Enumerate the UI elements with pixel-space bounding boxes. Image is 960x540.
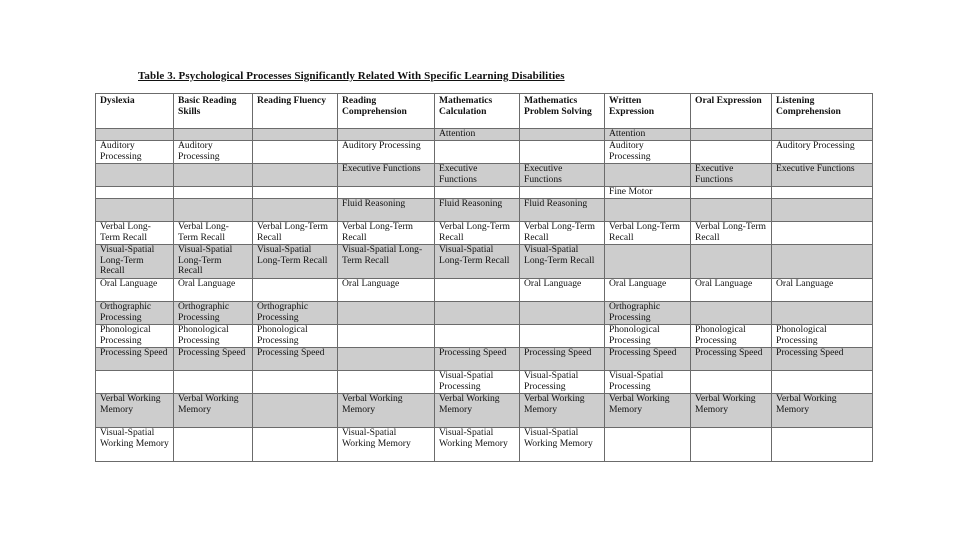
table-cell xyxy=(338,129,435,141)
table-row xyxy=(96,428,873,462)
table-cell xyxy=(772,302,873,325)
table-cell: Orthographic Processing xyxy=(605,302,691,325)
table-cell xyxy=(253,199,338,222)
table-cell: Verbal Working Memory xyxy=(435,394,520,428)
table-cell: Phonological Processing xyxy=(96,325,174,348)
table-cell xyxy=(772,428,873,462)
processes-table xyxy=(95,93,873,462)
table-cell: Processing Speed xyxy=(253,348,338,371)
table-cell xyxy=(174,371,253,394)
table-cell: Visual-Spatial Long-Term Recall xyxy=(435,245,520,279)
table-cell xyxy=(772,371,873,394)
table-cell xyxy=(338,348,435,371)
table-cell: Verbal Working Memory xyxy=(772,394,873,428)
table-cell: Auditory Processing xyxy=(96,141,174,164)
table-body xyxy=(96,129,873,462)
table-cell: Auditory Processing xyxy=(772,141,873,164)
table-cell xyxy=(253,164,338,187)
table-cell xyxy=(520,325,605,348)
table-cell xyxy=(338,302,435,325)
table-cell: Phonological Processing xyxy=(253,325,338,348)
table-cell: Oral Language xyxy=(338,279,435,302)
column-header: Listening Comprehension xyxy=(772,94,873,129)
table-cell: Verbal Working Memory xyxy=(605,394,691,428)
table-cell xyxy=(605,164,691,187)
column-header: Oral Expression xyxy=(691,94,772,129)
table-cell: Executive Functions xyxy=(435,164,520,187)
table-cell: Verbal Working Memory xyxy=(520,394,605,428)
table-cell: Oral Language xyxy=(772,279,873,302)
table-cell xyxy=(338,187,435,199)
table-cell: Processing Speed xyxy=(435,348,520,371)
table-cell xyxy=(605,245,691,279)
table-cell xyxy=(520,187,605,199)
table-cell xyxy=(253,371,338,394)
table-cell: Verbal Long-Term Recall xyxy=(691,222,772,245)
table-cell: Verbal Long-Term Recall xyxy=(605,222,691,245)
table-row xyxy=(96,164,873,187)
table-cell xyxy=(691,428,772,462)
table-cell: Visual-Spatial Long-Term Recall xyxy=(96,245,174,279)
table-cell xyxy=(253,141,338,164)
table-cell: Processing Speed xyxy=(96,348,174,371)
table-cell xyxy=(772,245,873,279)
column-header: Reading Comprehension xyxy=(338,94,435,129)
table-cell xyxy=(338,325,435,348)
table-cell: Executive Functions xyxy=(772,164,873,187)
table-cell xyxy=(435,187,520,199)
column-header: Dyslexia xyxy=(96,94,174,129)
table-cell: Oral Language xyxy=(520,279,605,302)
table-cell: Auditory Processing xyxy=(174,141,253,164)
table-cell: Processing Speed xyxy=(605,348,691,371)
table-cell: Processing Speed xyxy=(520,348,605,371)
table-cell: Visual-Spatial Long-Term Recall xyxy=(520,245,605,279)
table-cell: Orthographic Processing xyxy=(174,302,253,325)
table-cell: Phonological Processing xyxy=(691,325,772,348)
table-cell: Oral Language xyxy=(605,279,691,302)
column-header: Written Expression xyxy=(605,94,691,129)
table-cell xyxy=(253,394,338,428)
table-cell xyxy=(435,325,520,348)
table-row xyxy=(96,394,873,428)
table-cell: Visual-Spatial Processing xyxy=(520,371,605,394)
table-cell: Auditory Processing xyxy=(338,141,435,164)
table-cell xyxy=(772,129,873,141)
table-cell: Visual-Spatial Long-Term Recall xyxy=(253,245,338,279)
table-row xyxy=(96,199,873,222)
table-row xyxy=(96,222,873,245)
table-cell: Fluid Reasoning xyxy=(435,199,520,222)
column-header: Mathematics Calculation xyxy=(435,94,520,129)
table-cell: Orthographic Processing xyxy=(253,302,338,325)
table-row xyxy=(96,129,873,141)
table-cell: Processing Speed xyxy=(691,348,772,371)
table-row xyxy=(96,245,873,279)
table-cell: Visual-Spatial Long-Term Recall xyxy=(338,245,435,279)
table-cell xyxy=(691,245,772,279)
table-cell: Oral Language xyxy=(174,279,253,302)
table-cell xyxy=(691,187,772,199)
table-cell xyxy=(772,199,873,222)
table-cell xyxy=(520,129,605,141)
table-cell: Auditory Processing xyxy=(605,141,691,164)
table-cell: Executive Functions xyxy=(338,164,435,187)
table-title: Table 3. Psychological Processes Significantly Related With Specific Learning Disabilities xyxy=(138,70,565,82)
table-row xyxy=(96,302,873,325)
table-cell: Phonological Processing xyxy=(772,325,873,348)
table-cell: Verbal Long-Term Recall xyxy=(253,222,338,245)
table-cell xyxy=(338,371,435,394)
table-cell: Visual-Spatial Working Memory xyxy=(96,428,174,462)
table-cell: Verbal Long-Term Recall xyxy=(520,222,605,245)
table-cell: Attention xyxy=(435,129,520,141)
table-cell: Visual-Spatial Working Memory xyxy=(520,428,605,462)
table-cell: Verbal Working Memory xyxy=(338,394,435,428)
table-row xyxy=(96,348,873,371)
table-cell: Verbal Working Memory xyxy=(96,394,174,428)
table-cell xyxy=(772,222,873,245)
table-cell xyxy=(96,371,174,394)
table-cell xyxy=(253,428,338,462)
table-cell: Verbal Long-Term Recall xyxy=(96,222,174,245)
table-cell: Visual-Spatial Working Memory xyxy=(338,428,435,462)
column-header: Basic Reading Skills xyxy=(174,94,253,129)
table-cell xyxy=(520,302,605,325)
table-cell xyxy=(174,187,253,199)
table-cell: Verbal Working Memory xyxy=(691,394,772,428)
table-cell xyxy=(691,371,772,394)
table-cell: Verbal Working Memory xyxy=(174,394,253,428)
table-cell: Executive Functions xyxy=(520,164,605,187)
table-cell: Fluid Reasoning xyxy=(338,199,435,222)
table-cell xyxy=(96,187,174,199)
table-cell: Visual-Spatial Processing xyxy=(435,371,520,394)
table-cell xyxy=(691,141,772,164)
table-cell: Phonological Processing xyxy=(174,325,253,348)
table-cell: Fluid Reasoning xyxy=(520,199,605,222)
header-row xyxy=(96,94,873,129)
table-cell: Visual-Spatial Processing xyxy=(605,371,691,394)
table-cell xyxy=(605,199,691,222)
table-cell: Processing Speed xyxy=(772,348,873,371)
table-cell: Attention xyxy=(605,129,691,141)
table-cell xyxy=(174,129,253,141)
table-cell xyxy=(435,302,520,325)
table-cell: Executive Functions xyxy=(691,164,772,187)
column-header: Mathematics Problem Solving xyxy=(520,94,605,129)
table-cell xyxy=(605,428,691,462)
table-cell xyxy=(96,164,174,187)
table-cell: Verbal Long-Term Recall xyxy=(174,222,253,245)
table-cell xyxy=(691,199,772,222)
table-cell xyxy=(96,129,174,141)
table-cell xyxy=(174,164,253,187)
table-cell: Processing Speed xyxy=(174,348,253,371)
table-cell: Phonological Processing xyxy=(605,325,691,348)
table-cell xyxy=(253,279,338,302)
table-cell: Fine Motor xyxy=(605,187,691,199)
table-row xyxy=(96,187,873,199)
table-cell: Verbal Long-Term Recall xyxy=(338,222,435,245)
table-cell: Verbal Long-Term Recall xyxy=(435,222,520,245)
table-cell: Orthographic Processing xyxy=(96,302,174,325)
table-row xyxy=(96,279,873,302)
table-cell xyxy=(174,428,253,462)
table-cell xyxy=(253,187,338,199)
table-cell xyxy=(253,129,338,141)
table-cell: Oral Language xyxy=(96,279,174,302)
table-cell: Oral Language xyxy=(691,279,772,302)
table-cell xyxy=(435,279,520,302)
table-row xyxy=(96,325,873,348)
column-header: Reading Fluency xyxy=(253,94,338,129)
table-cell xyxy=(691,302,772,325)
table-cell xyxy=(520,141,605,164)
table-cell xyxy=(691,129,772,141)
table-row xyxy=(96,371,873,394)
table-cell: Visual-Spatial Long-Term Recall xyxy=(174,245,253,279)
table-cell xyxy=(435,141,520,164)
table-cell xyxy=(174,199,253,222)
table-cell xyxy=(772,187,873,199)
table-row xyxy=(96,141,873,164)
table-cell: Visual-Spatial Working Memory xyxy=(435,428,520,462)
table-cell xyxy=(96,199,174,222)
